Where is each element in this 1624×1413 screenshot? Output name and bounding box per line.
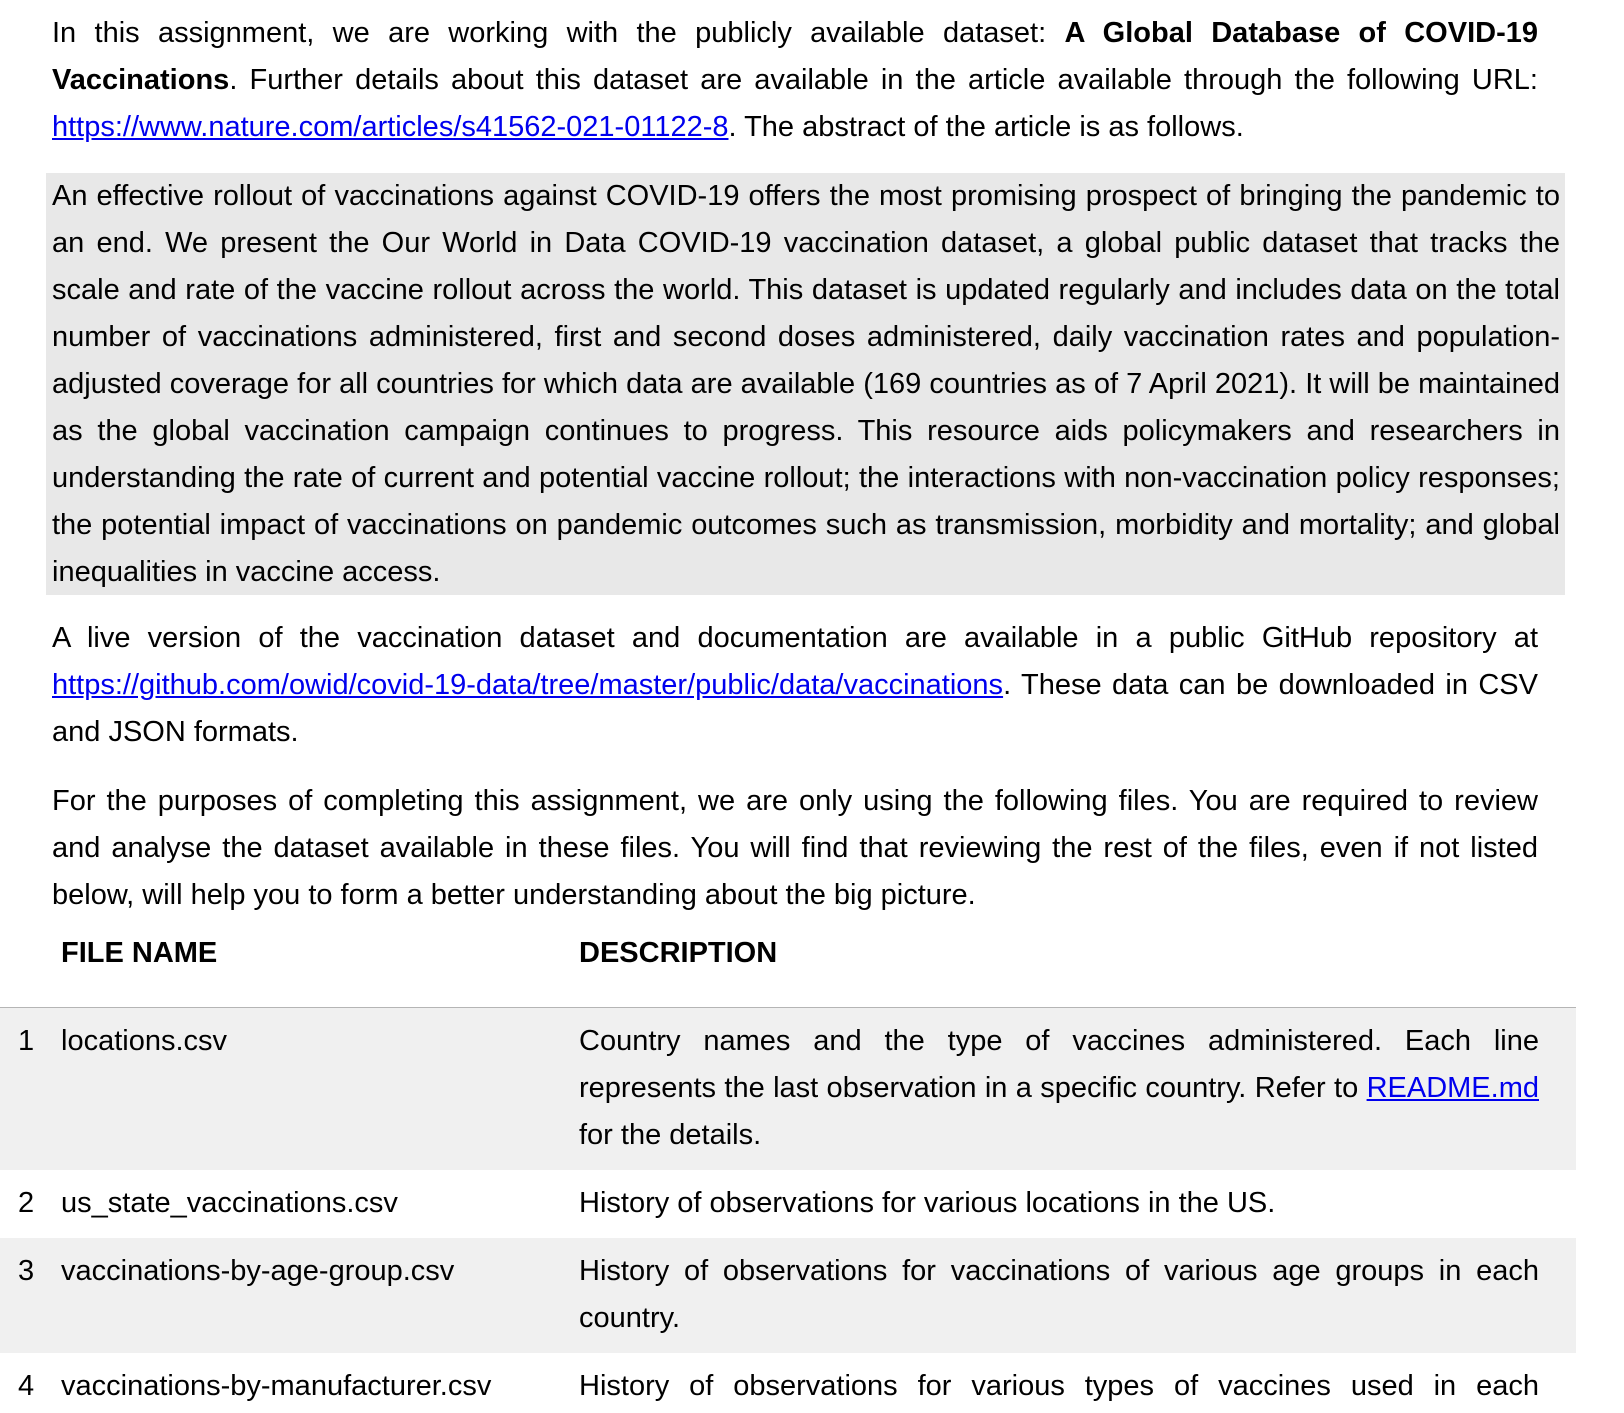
table-row <box>0 1170 1576 1238</box>
article-link[interactable]: https://www.nature.com/articles/s41562-021-01122-8 <box>52 111 729 143</box>
table-row <box>0 1008 1576 1170</box>
row-description: History of observations for vaccinations of various age groups in each country. <box>579 1255 1539 1334</box>
row-number: 2 <box>18 1187 35 1219</box>
row-description: History of observations for various locations in the US. <box>579 1187 1276 1219</box>
table-row <box>0 1238 1576 1353</box>
intro-paragraph <box>52 10 1538 151</box>
abstract-paragraph: An effective rollout of vaccinations against COVID-19 offers the most promising prospect of bringing the pandemic to an end. We present the Our World in Data COVID-19 vaccination dataset, a global public dataset that tracks the scale and rate of the vaccine rollout across the world. This dataset is updated regularly and includes data on the total number of vaccinations administered, first and second doses administered, daily vaccination rates and population-adjusted coverage for all countries for which data are available (169 countries as of 7 April 2021). It will be maintained as the global vaccination campaign continues to progress. This resource aids policymakers and researchers in understanding the rate of current and potential vaccine rollout; the interactions with non-vaccination policy responses; the potential impact of vaccinations on pandemic outcomes such as transmission, morbidity and mortality; and global inequalities in vaccine access. <box>52 180 1560 588</box>
row-description <box>579 1018 1539 1159</box>
row-file-name: us_state_vaccinations.csv <box>61 1187 398 1219</box>
table-header <box>0 920 1576 1008</box>
intro-text-3: . The abstract of the article is as follows. <box>728 111 1244 143</box>
row-number: 4 <box>18 1370 35 1402</box>
row-file-name: vaccinations-by-manufacturer.csv <box>61 1370 492 1402</box>
readme-link[interactable]: README.md <box>1366 1072 1539 1104</box>
intro-text-1: In this assignment, we are working with the publicly available dataset: <box>52 17 1065 49</box>
row-description-text-1: Country names and the type of vaccines administered. Each line represents the last observation in a specific country. Refer to <box>579 1025 1539 1104</box>
row-file-name: locations.csv <box>61 1025 228 1057</box>
github-repo-link[interactable]: https://github.com/owid/covid-19-data/tree/master/public/data/vaccinations <box>52 669 1004 701</box>
header-file-name: FILE NAME <box>61 937 218 969</box>
row-number: 3 <box>18 1255 35 1287</box>
row-number: 1 <box>18 1025 35 1057</box>
purpose-paragraph: For the purposes of completing this assignment, we are only using the following files. You are required to review and analyse the dataset available in these files. You will find that reviewing the rest of the files, even if not listed below, will help you to form a better understanding about the big picture. <box>52 785 1538 911</box>
header-description: DESCRIPTION <box>579 937 778 969</box>
row-description: History of observations for various types of vaccines used in each <box>579 1370 1539 1402</box>
live-text-2: . These data can be downloaded in CSV and JSON formats. <box>52 669 1538 748</box>
live-text-1: A live version of the vaccination dataset and documentation are available in a public GitHub repository at <box>52 622 1538 654</box>
dataset-title: A Global Database of COVID-19 Vaccinations <box>52 17 1538 96</box>
intro-text-2: . Further details about this dataset are available in the article available through the following URL: <box>229 64 1538 96</box>
live-version-paragraph <box>52 615 1538 756</box>
files-table <box>0 920 1576 1413</box>
table-row <box>0 1353 1576 1413</box>
row-file-name: vaccinations-by-age-group.csv <box>61 1255 455 1287</box>
row-description-text-2: for the details. <box>579 1119 762 1151</box>
